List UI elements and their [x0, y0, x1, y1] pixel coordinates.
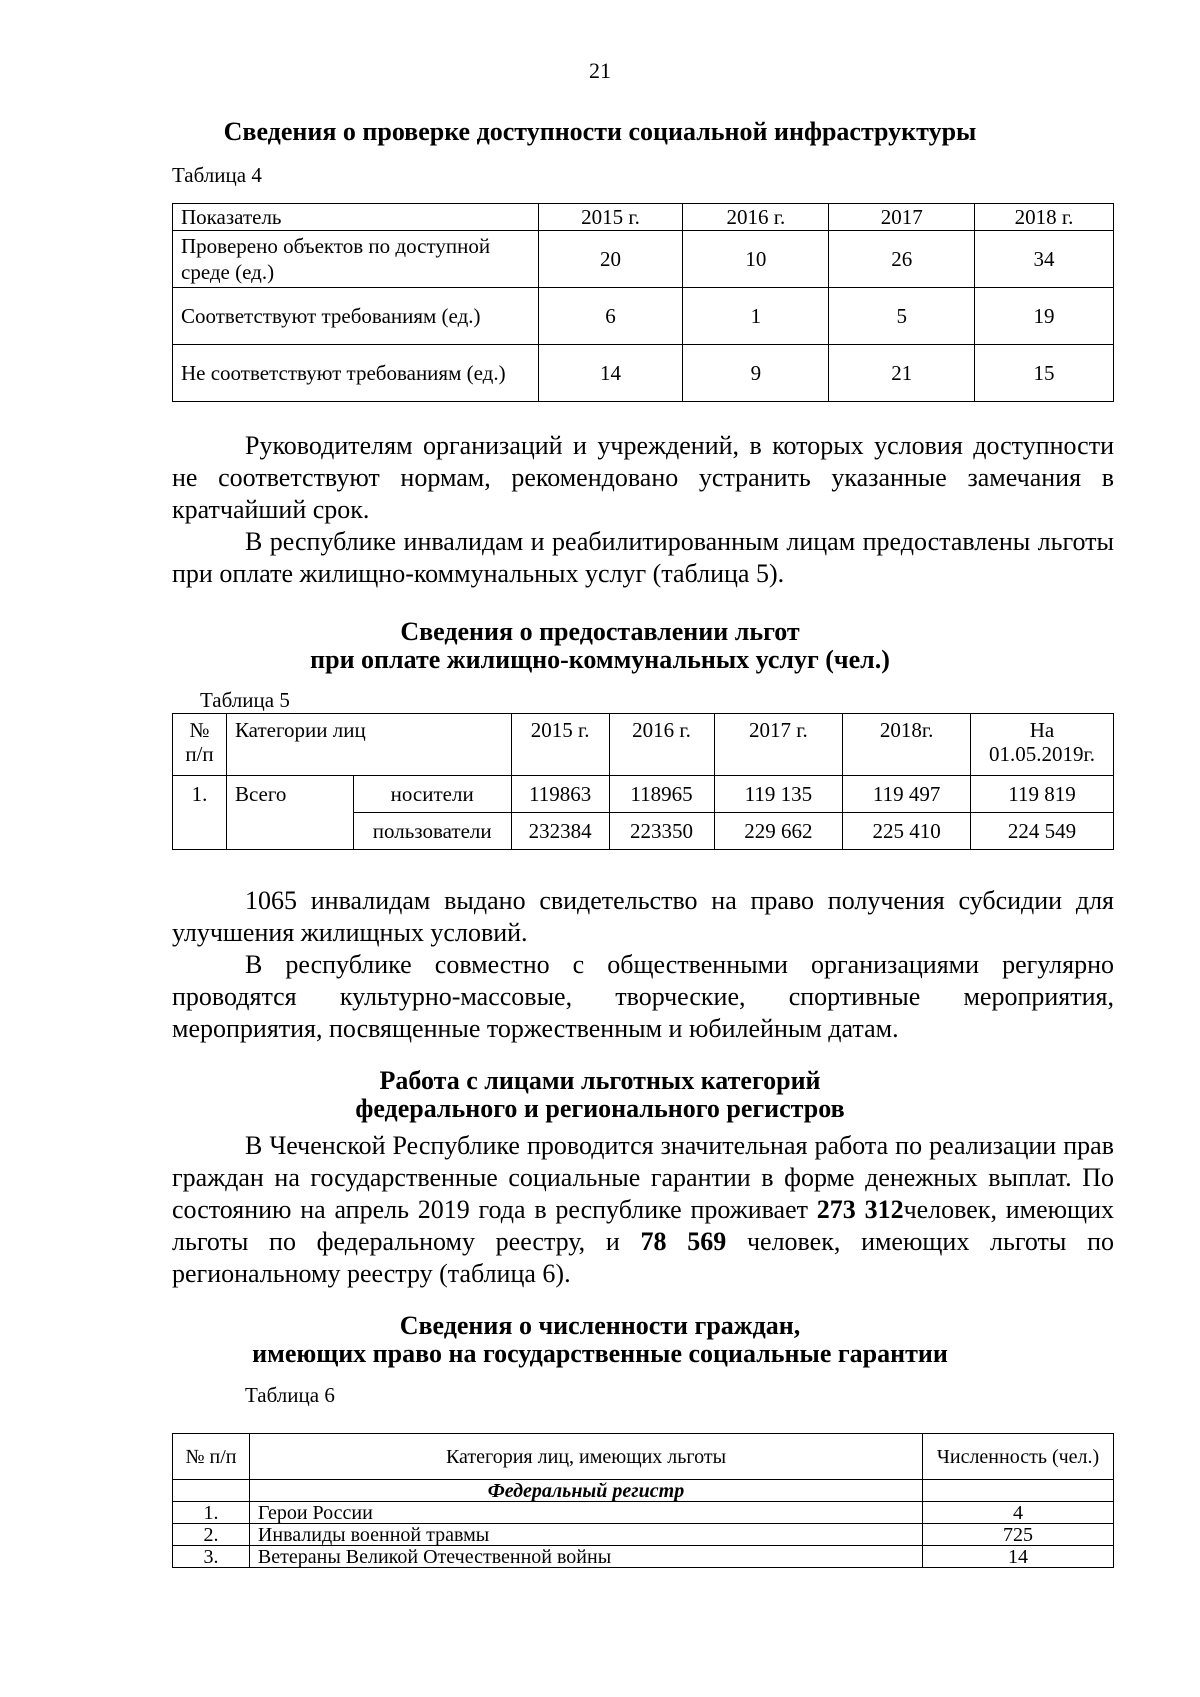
table-caption-6: Таблица 6	[245, 1383, 335, 1407]
table-6-group-label: Федеральный регистр	[249, 1480, 922, 1502]
table-6-row-number: 2.	[173, 1524, 250, 1546]
table-4-header: 2015 г.	[538, 204, 683, 231]
section-title-line: Сведения о численности граждан,	[399, 1311, 801, 1340]
table-row	[173, 1524, 1114, 1546]
table-4-header: 2018 г.	[975, 204, 1114, 231]
paragraph: В республике совместно с общественными организациями регулярно проводятся культурно-массовые, творческие, спортивные мероприятия, мероприятия, посвященные торжественным и юбилейным датам.	[172, 950, 1114, 1043]
table-row	[173, 1546, 1114, 1568]
table-4-cell: 14	[538, 345, 683, 402]
table-4-header: 2017	[829, 204, 975, 231]
paragraph: Руководителям организаций и учреждений, в которых условия доступности не соответствуют нормам, рекомендовано устранить указанные замечания в кратчайший срок.	[172, 431, 1114, 524]
table-5-cell: 119 135	[714, 776, 843, 813]
section-title-line: Работа с лицами льготных категорий	[379, 1066, 821, 1095]
table-5-header: 2015 г.	[511, 714, 609, 776]
table-caption-4: Таблица 4	[172, 163, 262, 187]
body-text-block-3	[172, 1130, 1114, 1290]
section-title-registers	[0, 1067, 1200, 1123]
paragraph-text: В Чеченской Республике проводится значительная работа по реализации прав граждан на государственные социальные гарантии в форме денежных выплат. По состоянию на апрель 2019 года в республике проживает	[172, 1131, 1114, 1224]
table-5-header: 2016 г.	[609, 714, 714, 776]
table-5-cell: 225 410	[843, 813, 971, 850]
paragraph: 1065 инвалидам выдано свидетельство на право получения субсидии для улучшения жилищных условий.	[172, 886, 1114, 947]
table-6-row-label: Герои России	[249, 1502, 922, 1524]
table-4-header: Показатель	[173, 204, 539, 231]
table-4-cell: 9	[683, 345, 829, 402]
table-5-header: 2017 г.	[714, 714, 843, 776]
table-5-cell: 119 497	[843, 776, 971, 813]
section-title-line: имеющих право на государственные социальные гарантии	[252, 1339, 948, 1368]
table-5-cell: 224 549	[971, 813, 1114, 850]
table-5-cell: 229 662	[714, 813, 843, 850]
body-text-block-1	[172, 430, 1114, 590]
table-row	[173, 345, 1114, 402]
body-text-block-2	[172, 885, 1114, 1045]
table-5-subrow-label: носители	[353, 776, 511, 813]
table-6-empty-cell	[173, 1480, 250, 1502]
table-4-row-label: Проверено объектов по доступной среде (ед.)	[173, 231, 539, 288]
paragraph-text: человек, имеющих льготы по региональному реестру (таблица 6).	[172, 1227, 1115, 1288]
regional-count: 78 569	[640, 1227, 727, 1256]
table-6	[172, 1433, 1114, 1568]
table-4-cell: 1	[683, 288, 829, 345]
table-4-cell: 19	[975, 288, 1114, 345]
federal-count: 273 312	[816, 1195, 904, 1224]
table-4-cell: 6	[538, 288, 683, 345]
table-4-cell: 26	[829, 231, 975, 288]
page-number: 21	[589, 58, 611, 83]
section-title-benefits	[0, 618, 1200, 674]
table-row	[173, 231, 1114, 288]
table-6-header: Категория лиц, имеющих льготы	[249, 1434, 922, 1480]
table-row	[173, 776, 1114, 813]
section-title-guarantees	[0, 1312, 1200, 1368]
table-caption-5: Таблица 5	[200, 688, 290, 712]
table-6-row-number: 1.	[173, 1502, 250, 1524]
table-5-cell: 119863	[511, 776, 609, 813]
table-5-cell: 232384	[511, 813, 609, 850]
table-5-header: 2018г.	[843, 714, 971, 776]
section-title-accessibility: Сведения о проверке доступности социальной инфраструктуры	[223, 117, 977, 146]
table-row	[173, 1502, 1114, 1524]
table-5-row-number: 1.	[173, 776, 227, 850]
table-6-row-number: 3.	[173, 1546, 250, 1568]
table-4	[172, 203, 1114, 402]
table-5-header: Категории лиц	[226, 714, 511, 776]
table-4-cell: 34	[975, 231, 1114, 288]
table-5-header: № п/п	[173, 714, 227, 776]
section-title-line: при оплате жилищно-коммунальных услуг (чел.)	[310, 645, 890, 674]
table-5-cell: 118965	[609, 776, 714, 813]
table-5	[172, 713, 1114, 850]
table-5-row-label: Всего	[226, 776, 353, 850]
table-6-header: Численность (чел.)	[923, 1434, 1114, 1480]
table-5-cell: 119 819	[971, 776, 1114, 813]
table-6-header: № п/п	[173, 1434, 250, 1480]
table-4-cell: 20	[538, 231, 683, 288]
table-4-row-label: Не соответствуют требованиям (ед.)	[173, 345, 539, 402]
table-5-subrow-label: пользователи	[353, 813, 511, 850]
paragraph	[172, 1130, 1114, 1290]
table-5-cell: 223350	[609, 813, 714, 850]
section-title-line: федерального и регионального регистров	[355, 1094, 845, 1123]
table-6-cell: 14	[923, 1546, 1114, 1568]
paragraph: В республике инвалидам и реабилитированным лицам предоставлены льготы при оплате жилищно-коммунальных услуг (таблица 5).	[172, 527, 1114, 588]
table-row	[173, 288, 1114, 345]
table-4-cell: 10	[683, 231, 829, 288]
table-4-cell: 15	[975, 345, 1114, 402]
table-4-cell: 5	[829, 288, 975, 345]
table-6-empty-cell	[923, 1480, 1114, 1502]
paragraph-text: человек, имеющих льготы по федеральному реестру, и	[172, 1195, 1114, 1256]
table-6-cell: 4	[923, 1502, 1114, 1524]
table-6-cell: 725	[923, 1524, 1114, 1546]
section-title-line: Сведения о предоставлении льгот	[400, 617, 800, 646]
table-6-row-label: Ветераны Великой Отечественной войны	[249, 1546, 922, 1568]
table-6-row-label: Инвалиды военной травмы	[249, 1524, 922, 1546]
table-5-header: На 01.05.2019г.	[971, 714, 1114, 776]
table-4-cell: 21	[829, 345, 975, 402]
table-4-header: 2016 г.	[683, 204, 829, 231]
table-4-row-label: Соответствуют требованиям (ед.)	[173, 288, 539, 345]
